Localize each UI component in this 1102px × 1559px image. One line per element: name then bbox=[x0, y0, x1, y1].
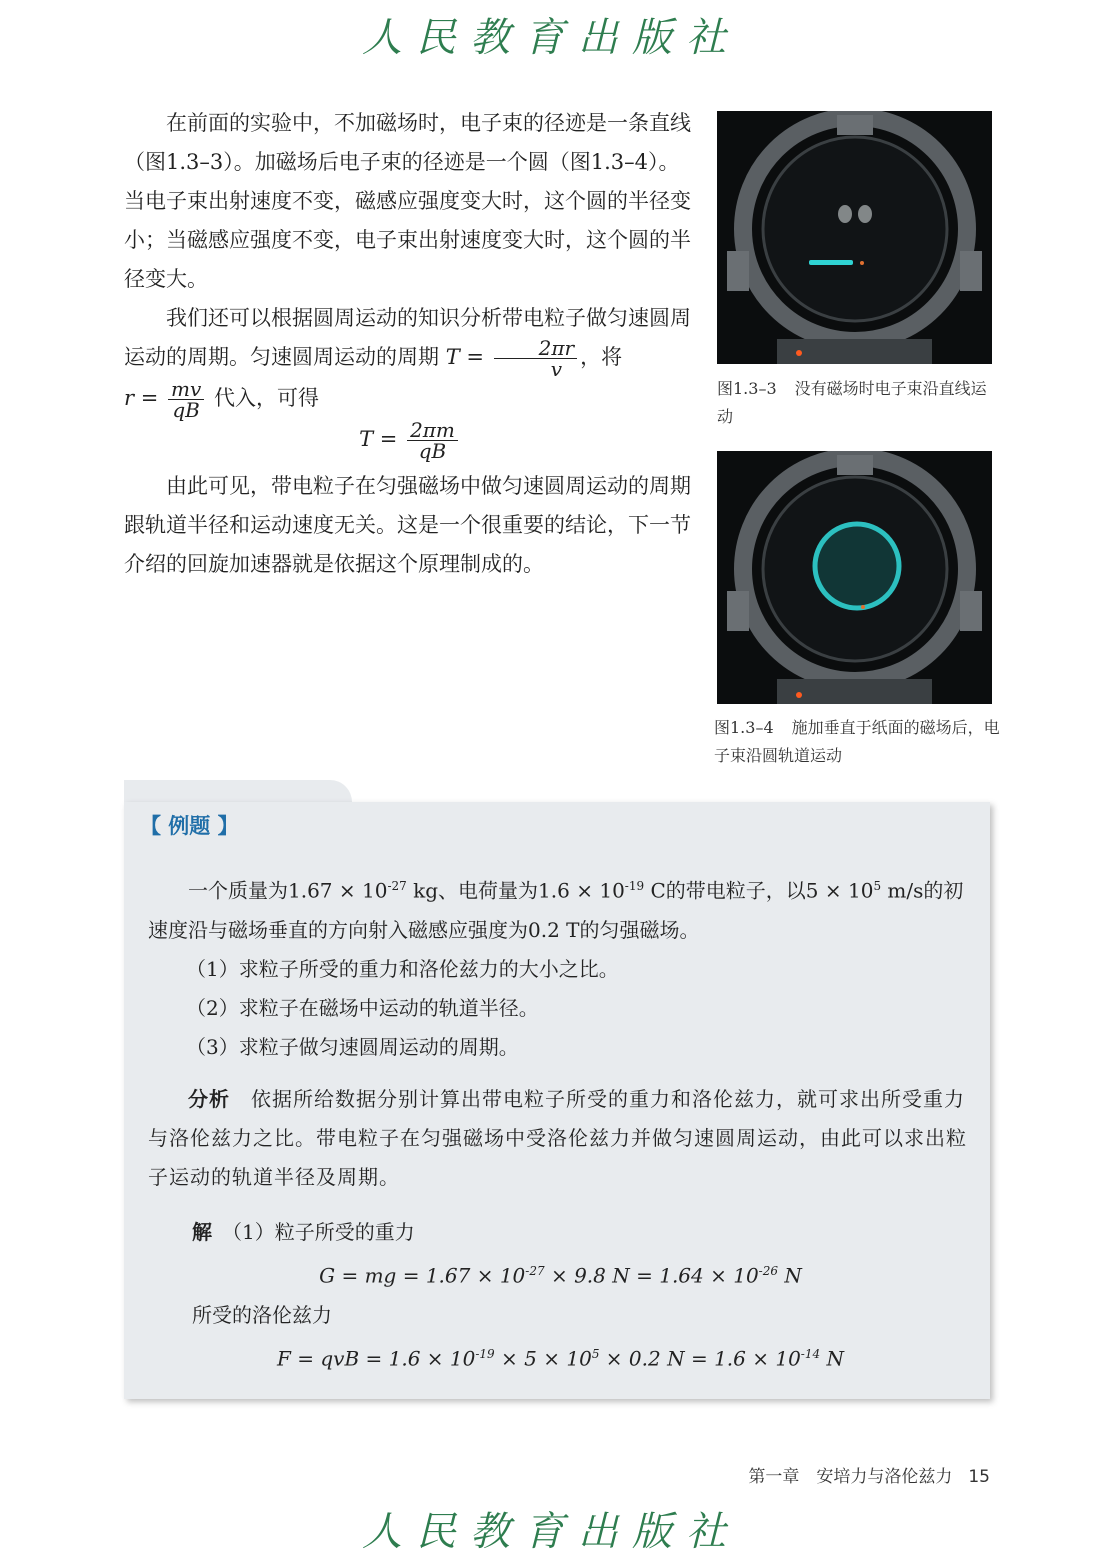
problem-text-c: C的带电粒子，以5 × 10 bbox=[644, 878, 874, 903]
paragraph-2-text-c: 代入，可得 bbox=[213, 386, 319, 410]
lorentz-eq-d: N bbox=[820, 1346, 844, 1371]
paragraph-2-text-b: ，将 bbox=[580, 345, 623, 369]
example-solution bbox=[148, 1213, 973, 1378]
question-3: （3）求粒子做匀速圆周运动的周期。 bbox=[186, 1034, 519, 1059]
gravity-eq-a: G = mg = 1.67 × 10 bbox=[319, 1263, 526, 1288]
lorentz-equation bbox=[148, 1335, 973, 1379]
problem-exponent-1: -27 bbox=[387, 879, 407, 893]
period-fraction-denominator: v bbox=[550, 357, 563, 381]
gravity-equation bbox=[148, 1252, 973, 1296]
figure-circular-beam-photo bbox=[717, 451, 992, 704]
period-result-fraction bbox=[407, 420, 458, 461]
question-2: （2）求粒子在磁场中运动的轨道半径。 bbox=[186, 995, 539, 1020]
paragraph-2 bbox=[124, 299, 696, 379]
lorentz-label: 所受的洛伦兹力 bbox=[192, 1302, 332, 1327]
paragraph-3: 由此可见，带电粒子在匀强磁场中做匀速圆周运动的周期跟轨道半径和运动速度无关。这是一个很重要的结论，下一节介绍的回旋加速器就是依据这个原理制成的。 bbox=[124, 474, 691, 576]
example-title: 【 例题 】 bbox=[140, 814, 239, 838]
figure-1-number: 图1.3–3 bbox=[717, 379, 777, 398]
period-result-formula bbox=[124, 420, 696, 461]
figure-2-number: 图1.3–4 bbox=[714, 718, 774, 737]
chapter-title: 第一章 安培力与洛伦兹力 bbox=[748, 1467, 953, 1487]
figure-2-text: 施加垂直于纸面的磁场后，电子束沿圆轨道运动 bbox=[714, 718, 1000, 765]
figure-1-caption bbox=[717, 375, 992, 431]
lorentz-eq-exp-1: -19 bbox=[475, 1346, 495, 1361]
page-footer bbox=[748, 1462, 990, 1487]
body-text bbox=[124, 104, 696, 584]
example-problem bbox=[148, 867, 973, 1067]
figure-1-text: 没有磁场时电子束沿直线运动 bbox=[717, 379, 987, 426]
lorentz-eq-c: × 0.2 N = 1.6 × 10 bbox=[599, 1346, 801, 1371]
solution-label: 解 bbox=[192, 1220, 212, 1244]
page-number: 15 bbox=[968, 1467, 990, 1487]
period-result-lhs: T = bbox=[359, 427, 398, 451]
radius-fraction bbox=[168, 379, 204, 420]
lorentz-eq-exp-3: -14 bbox=[800, 1346, 821, 1361]
radius-fraction-numerator: mv bbox=[168, 379, 204, 400]
example-problem-statement bbox=[148, 867, 973, 950]
gravity-eq-c: N bbox=[778, 1263, 802, 1288]
period-result-denominator: qB bbox=[418, 439, 447, 463]
period-result-numerator: 2πm bbox=[407, 420, 458, 441]
lorentz-eq-b: × 5 × 10 bbox=[494, 1346, 592, 1371]
figure-straight-beam-photo bbox=[717, 111, 992, 364]
lorentz-eq-exp-2: 5 bbox=[591, 1346, 600, 1361]
period-fraction bbox=[494, 338, 577, 379]
analysis-label: 分析 bbox=[188, 1087, 230, 1111]
analysis-text: 依据所给数据分别计算出带电粒子所受的重力和洛伦兹力，就可求出所受重力与洛伦兹力之比。带电粒子在匀强磁场中受洛伦兹力并做匀速圆周运动，由此可以求出粒子运动的轨道半径及周期。 bbox=[148, 1087, 967, 1189]
problem-text-d: m/s的初速度沿与磁场垂直的方向射入磁感应强度为0.2 T的匀强磁场。 bbox=[148, 878, 964, 942]
gravity-eq-exp-2: -26 bbox=[758, 1264, 778, 1278]
paragraph-1: 在前面的实验中，不加磁场时，电子束的径迹是一条直线（图1.3–3）。加磁场后电子束的径迹是一个圆（图1.3–4）。当电子束出射速度不变，磁感应强度变大时，这个圆的半径变小；当磁感应强度不变，电子束出射速度变大时，这个圆的半径变大。 bbox=[124, 111, 691, 291]
publisher-logo-footer: 人民教育出版社 bbox=[362, 1509, 740, 1555]
question-1: （1）求粒子所受的重力和洛伦兹力的大小之比。 bbox=[186, 956, 619, 981]
lorentz-eq-a: F = qvB = 1.6 × 10 bbox=[277, 1346, 476, 1371]
gravity-eq-b: × 9.8 N = 1.64 × 10 bbox=[544, 1263, 759, 1288]
problem-exponent-3: 5 bbox=[873, 879, 882, 893]
paragraph-2-text-a: 我们还可以根据圆周运动的知识分析带电粒子做匀速圆周运动的周期。匀速圆周运动的周期 bbox=[124, 306, 691, 369]
problem-text-a: 一个质量为1.67 × 10 bbox=[188, 878, 388, 903]
period-formula-lhs: T = bbox=[445, 345, 484, 369]
radius-formula-lhs: r = bbox=[124, 386, 159, 410]
solution-step-1: （1）粒子所受的重力 bbox=[232, 1220, 415, 1244]
radius-fraction-denominator: qB bbox=[172, 398, 200, 422]
problem-text-b: kg、电荷量为1.6 × 10 bbox=[406, 878, 625, 903]
period-fraction-numerator: 2πr bbox=[494, 338, 577, 359]
example-analysis bbox=[148, 1080, 973, 1197]
publisher-logo-header: 人民教育出版社 bbox=[362, 15, 740, 61]
problem-exponent-2: -19 bbox=[624, 879, 645, 893]
figure-2-caption bbox=[714, 714, 1004, 770]
paragraph-2-continued bbox=[124, 379, 696, 420]
gravity-eq-exp-1: -27 bbox=[525, 1264, 545, 1278]
